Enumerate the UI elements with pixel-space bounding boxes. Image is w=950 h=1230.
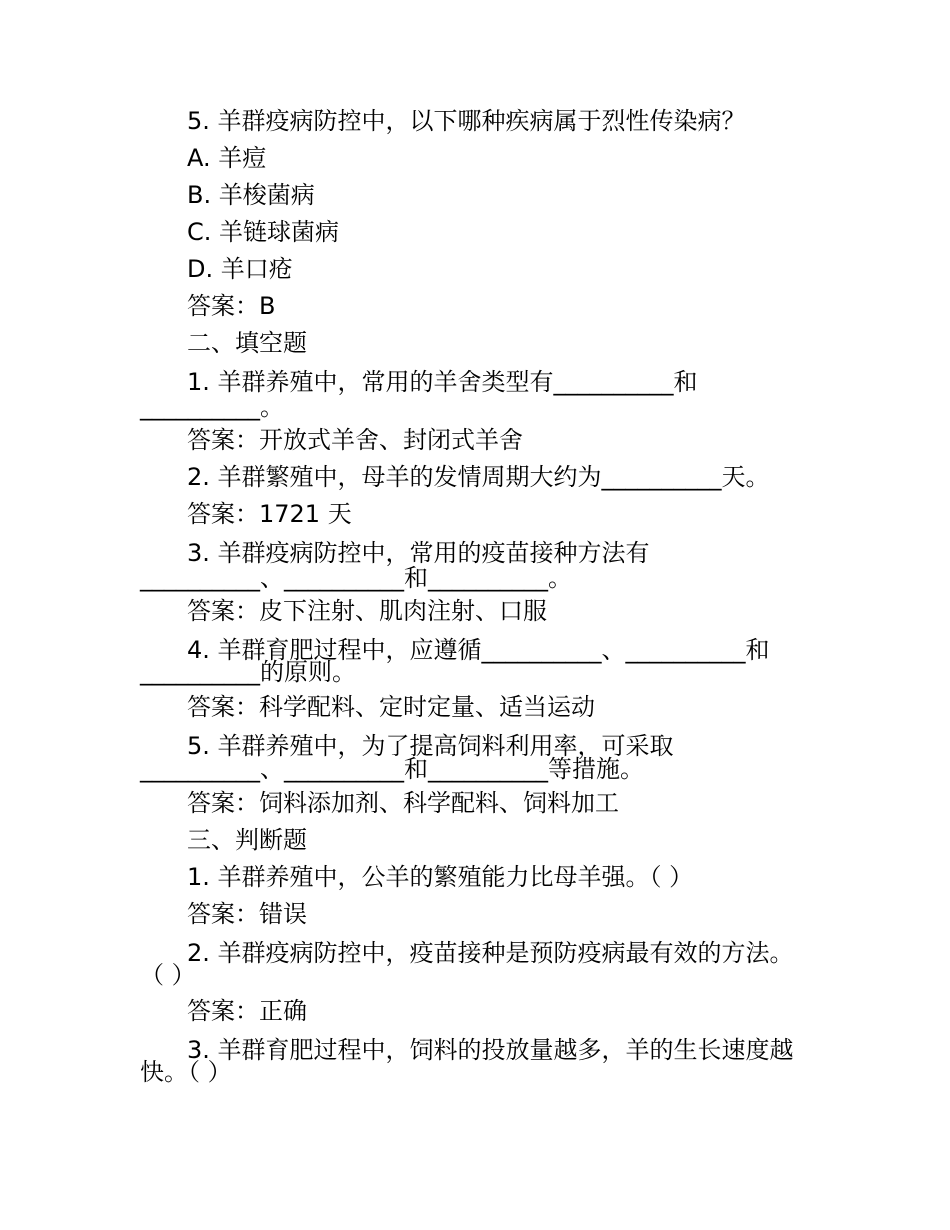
option-line: C. 羊链球菌病 bbox=[187, 218, 340, 246]
question-line-continued: __________的原则。 bbox=[140, 658, 356, 686]
question-line: 2. 羊群疫病防控中，疫苗接种是预防疫病最有效的方法。 bbox=[187, 939, 794, 967]
answer-line: 答案：科学配料、定时定量、适当运动 bbox=[187, 693, 595, 721]
question-line-continued: __________、__________和__________等措施。 bbox=[140, 755, 644, 783]
option-line: A. 羊痘 bbox=[187, 144, 267, 172]
question-line: 4. 羊群育肥过程中，应遵循__________、__________和 bbox=[187, 636, 770, 664]
question-line: 1. 羊群养殖中，公羊的繁殖能力比母羊强。（ ） bbox=[187, 863, 694, 891]
answer-line: 答案：正确 bbox=[187, 997, 307, 1025]
question-line: 5. 羊群疫病防控中，以下哪种疾病属于烈性传染病？ bbox=[187, 107, 746, 135]
answer-line: 答案：B bbox=[187, 292, 276, 320]
question-line: 2. 羊群繁殖中，母羊的发情周期大约为__________天。 bbox=[187, 463, 770, 491]
question-line-continued: 快。（ ） bbox=[140, 1058, 232, 1086]
question-line-continued: （ ） bbox=[140, 961, 196, 989]
section-heading: 三、判断题 bbox=[187, 826, 307, 854]
option-line: B. 羊梭菌病 bbox=[187, 181, 315, 209]
question-line: 1. 羊群养殖中，常用的羊舍类型有__________和 bbox=[187, 368, 698, 396]
question-line: 5. 羊群养殖中，为了提高饲料利用率，可采取 bbox=[187, 732, 674, 760]
option-line: D. 羊口疮 bbox=[187, 255, 293, 283]
answer-line: 答案：1721 天 bbox=[187, 500, 352, 528]
answer-line: 答案：皮下注射、肌肉注射、口服 bbox=[187, 597, 547, 625]
answer-line: 答案：开放式羊舍、封闭式羊舍 bbox=[187, 426, 523, 454]
section-heading: 二、填空题 bbox=[187, 329, 307, 357]
question-line: 3. 羊群疫病防控中，常用的疫苗接种方法有 bbox=[187, 539, 650, 567]
question-line: 3. 羊群育肥过程中，饲料的投放量越多，羊的生长速度越 bbox=[187, 1036, 794, 1064]
question-line-continued: __________、__________和__________。 bbox=[140, 564, 572, 592]
answer-line: 答案：饲料添加剂、科学配料、饲料加工 bbox=[187, 789, 619, 817]
question-line-continued: __________。 bbox=[140, 393, 284, 421]
answer-line: 答案：错误 bbox=[187, 900, 307, 928]
